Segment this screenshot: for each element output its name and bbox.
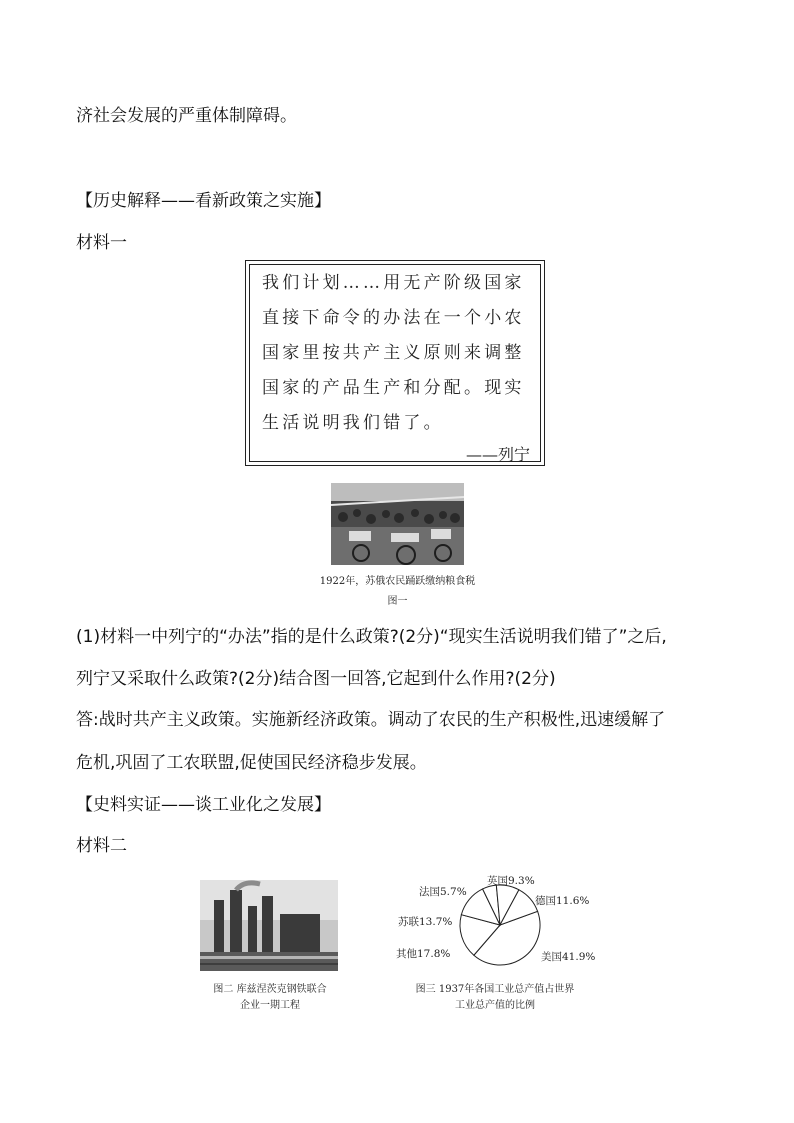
- quote-line: 我们计划……用无产阶级国家: [262, 273, 525, 293]
- pie-label-other: 其他17.8%: [396, 948, 451, 960]
- figure1-photo: [331, 483, 464, 565]
- pie-label-germany: 德国11.6%: [535, 895, 590, 907]
- figure2-caption: 图二 库兹涅茨克钢铁联合: [213, 984, 327, 995]
- answer1-line: 危机,巩固了工农联盟,促使国民经济稳步发展。: [76, 753, 427, 773]
- figure3-caption: 图三 1937年各国工业总产值占世界: [415, 984, 575, 995]
- quote-line: 生活说明我们错了。: [262, 413, 444, 433]
- pie-label-ussr: 苏联13.7%: [398, 916, 453, 928]
- lenin-quote-box: [245, 260, 545, 466]
- answer1-line: 答:战时共产主义政策。实施新经济政策。调动了农民的生产积极性,迅速缓解了: [76, 710, 666, 730]
- figure2-photo: [200, 880, 338, 971]
- industrial-output-pie-chart: [455, 880, 545, 970]
- figure3-caption: 工业总产值的比例: [455, 1000, 535, 1011]
- quote-author: ——列宁: [465, 445, 530, 464]
- section2-heading: 【史料实证——谈工业化之发展】: [76, 795, 331, 815]
- material-one-label: 材料一: [76, 233, 127, 253]
- pie-label-france: 法国5.7%: [419, 886, 467, 898]
- figure1-caption: 1922年，苏俄农民踊跃缴纳粮食税: [319, 576, 476, 587]
- material-two-label: 材料二: [76, 836, 127, 856]
- intro-line: 济社会发展的严重体制障碍。: [76, 106, 297, 126]
- pie-label-usa: 美国41.9%: [541, 951, 596, 963]
- question1-line: 列宁又采取什么政策?(2分)结合图一回答,它起到什么作用?(2分): [76, 669, 556, 689]
- figure2-caption: 企业一期工程: [240, 1000, 300, 1011]
- quote-line: 国家里按共产主义原则来调整: [262, 343, 525, 363]
- quote-line: 国家的产品生产和分配。现实: [262, 378, 525, 398]
- quote-line: 直接下命令的办法在一个小农: [262, 308, 525, 328]
- figure1-label: 图一: [387, 596, 408, 607]
- section1-heading: 【历史解释——看新政策之实施】: [76, 191, 331, 211]
- lenin-quote-inner: [249, 264, 541, 462]
- question1-line: (1)材料一中列宁的“办法”指的是什么政策?(2分)“现实生活说明我们错了”之后,: [76, 627, 667, 647]
- pie-label-uk: 英国9.3%: [487, 875, 535, 887]
